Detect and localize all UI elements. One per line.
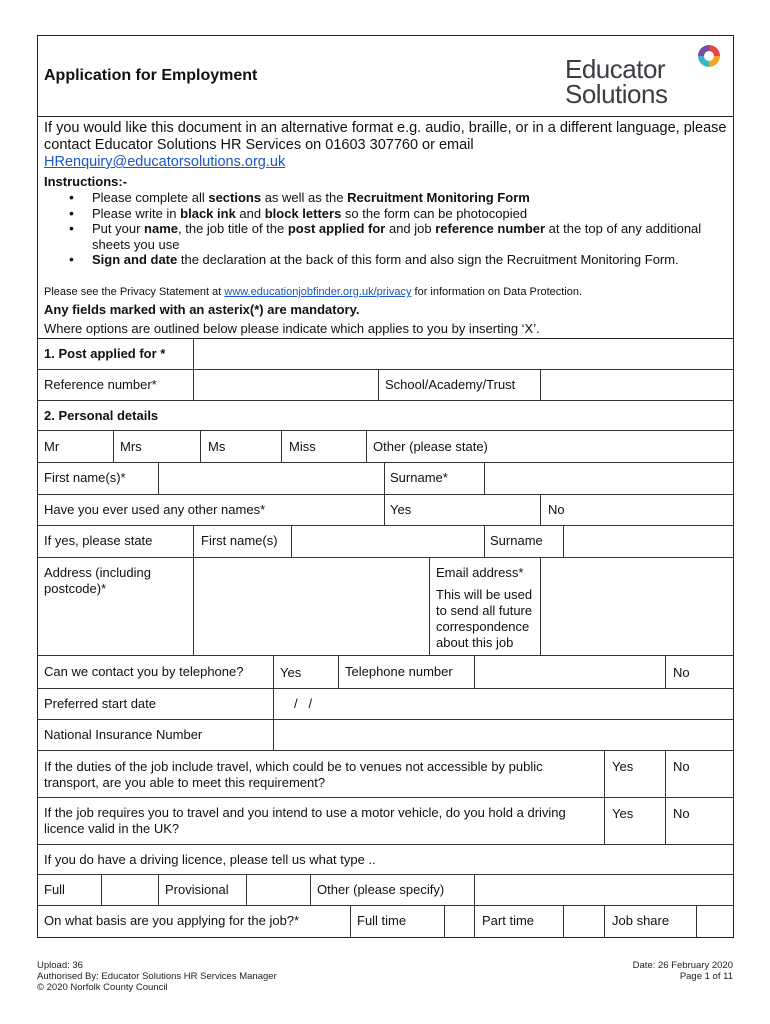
instruction-text: at the top of any additional sheets you use <box>92 221 702 252</box>
educator-solutions-logo <box>565 42 725 112</box>
preferred-start-label: Preferred start date <box>44 696 156 711</box>
privacy-post-text: for information on Data Protection. <box>411 286 583 298</box>
alt-format-text <box>44 120 728 171</box>
instruction-emphasis: reference number <box>435 221 546 236</box>
logo-text-educator: Educator <box>565 54 666 84</box>
other-first-names-label: First name(s) <box>201 533 278 548</box>
licence-yes[interactable]: Yes <box>612 806 634 821</box>
title-option-mr[interactable]: Mr <box>44 439 60 454</box>
licence-full-box[interactable] <box>103 876 156 904</box>
address-field[interactable] <box>195 559 427 653</box>
instruction-item <box>44 221 704 252</box>
instruction-emphasis: black ink <box>180 205 236 221</box>
full-time-box[interactable] <box>446 907 472 936</box>
telephone-yes[interactable]: Yes <box>280 665 302 680</box>
privacy-link[interactable]: www.educationjobfinder.org.uk/privacy <box>224 286 412 298</box>
basis-question: On what basis are you applying for the job?* <box>44 913 300 928</box>
licence-question: If the job requires you to travel and you intend to use a motor vehicle, do you hold a driving licence valid in the UK? <box>44 805 566 836</box>
telephone-no[interactable]: No <box>673 665 690 680</box>
job-share-box[interactable] <box>698 907 732 936</box>
licence-no[interactable]: No <box>673 806 690 821</box>
licence-other-label: Other (please specify) <box>317 882 445 897</box>
instruction-text: so the form can be photocopied <box>341 205 528 221</box>
title-option-other[interactable]: Other (please state) <box>373 439 488 454</box>
other-names-no[interactable]: No <box>548 502 565 517</box>
other-surname-label: Surname <box>490 533 543 548</box>
full-time-label: Full time <box>357 913 407 928</box>
instruction-text: Put your <box>92 221 145 236</box>
footer-right <box>633 960 733 982</box>
email-note: This will be used to send all future correspondence about this job <box>436 587 533 650</box>
licence-other-field[interactable] <box>476 876 732 904</box>
instruction-emphasis: Sign and date <box>92 252 178 267</box>
email-field[interactable] <box>542 559 732 653</box>
telephone-number-field[interactable] <box>476 657 663 686</box>
logo-ring-icon <box>696 43 722 69</box>
first-names-label: First name(s)* <box>44 470 126 485</box>
school-field[interactable] <box>542 371 732 399</box>
contact-telephone-question: Can we contact you by telephone? <box>44 664 244 679</box>
instruction-text: and <box>235 205 265 221</box>
instruction-item <box>44 252 704 268</box>
page-title: Application for Employment <box>44 67 258 84</box>
instruction-emphasis: name <box>144 221 178 236</box>
privacy-statement <box>44 286 582 298</box>
reference-number-field[interactable] <box>195 371 376 399</box>
mandatory-note: Any fields marked with an asterix(*) are mandatory. <box>44 302 360 317</box>
other-names-question: Have you ever used any other names* <box>44 502 266 517</box>
travel-question: If the duties of the job include travel, which could be to venues not accessible by public transport, are you able to meet this requirement? <box>44 759 543 790</box>
reference-number-label: Reference number* <box>44 377 157 392</box>
title-option-miss[interactable]: Miss <box>289 439 316 454</box>
email-label: Email address* <box>436 565 524 580</box>
alt-format-sentence: If you would like this document in an alternative format e.g. audio, braille, or in a different language, please contact Educator Solutions HR Services on 01603 307760 or email <box>44 120 727 153</box>
instruction-text: the declaration at the back of this form and also sign the Recruitment Monitoring Form. <box>177 252 679 267</box>
footer-authorised: Authorised By: Educator Solutions HR Services Manager <box>37 971 277 982</box>
instruction-text: and job <box>385 221 436 236</box>
section-personal-details: 2. Personal details <box>44 408 159 423</box>
ni-number-field[interactable] <box>275 721 732 749</box>
if-yes-state-label: If yes, please state <box>44 533 153 548</box>
instruction-emphasis: Recruitment Monitoring Form <box>347 190 530 205</box>
footer-page: Page 1 of 11 <box>679 971 733 982</box>
travel-yes[interactable]: Yes <box>612 759 634 774</box>
travel-no[interactable]: No <box>673 759 690 774</box>
first-names-field[interactable] <box>160 464 382 492</box>
licence-provisional-label: Provisional <box>165 882 229 897</box>
telephone-number-label: Telephone number <box>345 664 453 679</box>
part-time-label: Part time <box>482 913 535 928</box>
options-note: Where options are outlined below please indicate which applies to you by inserting ‘X’. <box>44 321 540 336</box>
logo-text-solutions: Solutions <box>565 79 668 109</box>
surname-label: Surname* <box>390 470 448 485</box>
other-surname-field[interactable] <box>565 527 732 555</box>
instruction-text: as well as the <box>261 190 348 205</box>
hr-email-link[interactable]: HRenquiry@educatorsolutions.org.uk <box>44 154 286 170</box>
licence-provisional-box[interactable] <box>248 876 308 904</box>
instruction-text: Please write in <box>92 205 181 221</box>
surname-field[interactable] <box>486 464 732 492</box>
school-label: School/Academy/Trust <box>385 377 516 392</box>
instruction-item <box>44 206 704 222</box>
footer-upload: Upload: 36 <box>37 960 83 971</box>
instruction-item <box>44 190 704 206</box>
instructions-heading: Instructions:- <box>44 174 128 189</box>
section-post-applied: 1. Post applied for * <box>44 346 166 361</box>
privacy-pre-text: Please see the Privacy Statement at <box>44 286 225 298</box>
part-time-box[interactable] <box>565 907 602 936</box>
instruction-emphasis: block letters <box>264 205 342 221</box>
instruction-text: Please complete all <box>92 190 209 205</box>
footer-left <box>37 960 277 993</box>
licence-full-label: Full <box>44 882 65 897</box>
ni-number-label: National Insurance Number <box>44 727 203 742</box>
instructions-list <box>44 190 704 268</box>
licence-type-question: If you do have a driving licence, please tell us what type .. <box>44 852 376 867</box>
preferred-start-date-field[interactable]: / / <box>294 696 313 711</box>
other-names-yes[interactable]: Yes <box>390 502 412 517</box>
instruction-text: , the job title of the <box>178 221 288 236</box>
title-option-mrs[interactable]: Mrs <box>120 439 142 454</box>
title-option-ms[interactable]: Ms <box>208 439 226 454</box>
post-applied-field[interactable] <box>195 340 732 368</box>
footer-copyright: © 2020 Norfolk County Council <box>37 982 168 993</box>
other-first-names-field[interactable] <box>293 527 482 555</box>
footer-date: Date: 26 February 2020 <box>632 960 733 971</box>
instruction-emphasis: sections <box>208 190 262 205</box>
job-share-label: Job share <box>612 913 670 928</box>
instruction-emphasis: post applied for <box>287 221 386 236</box>
address-label: Address (including postcode)* <box>44 565 151 596</box>
